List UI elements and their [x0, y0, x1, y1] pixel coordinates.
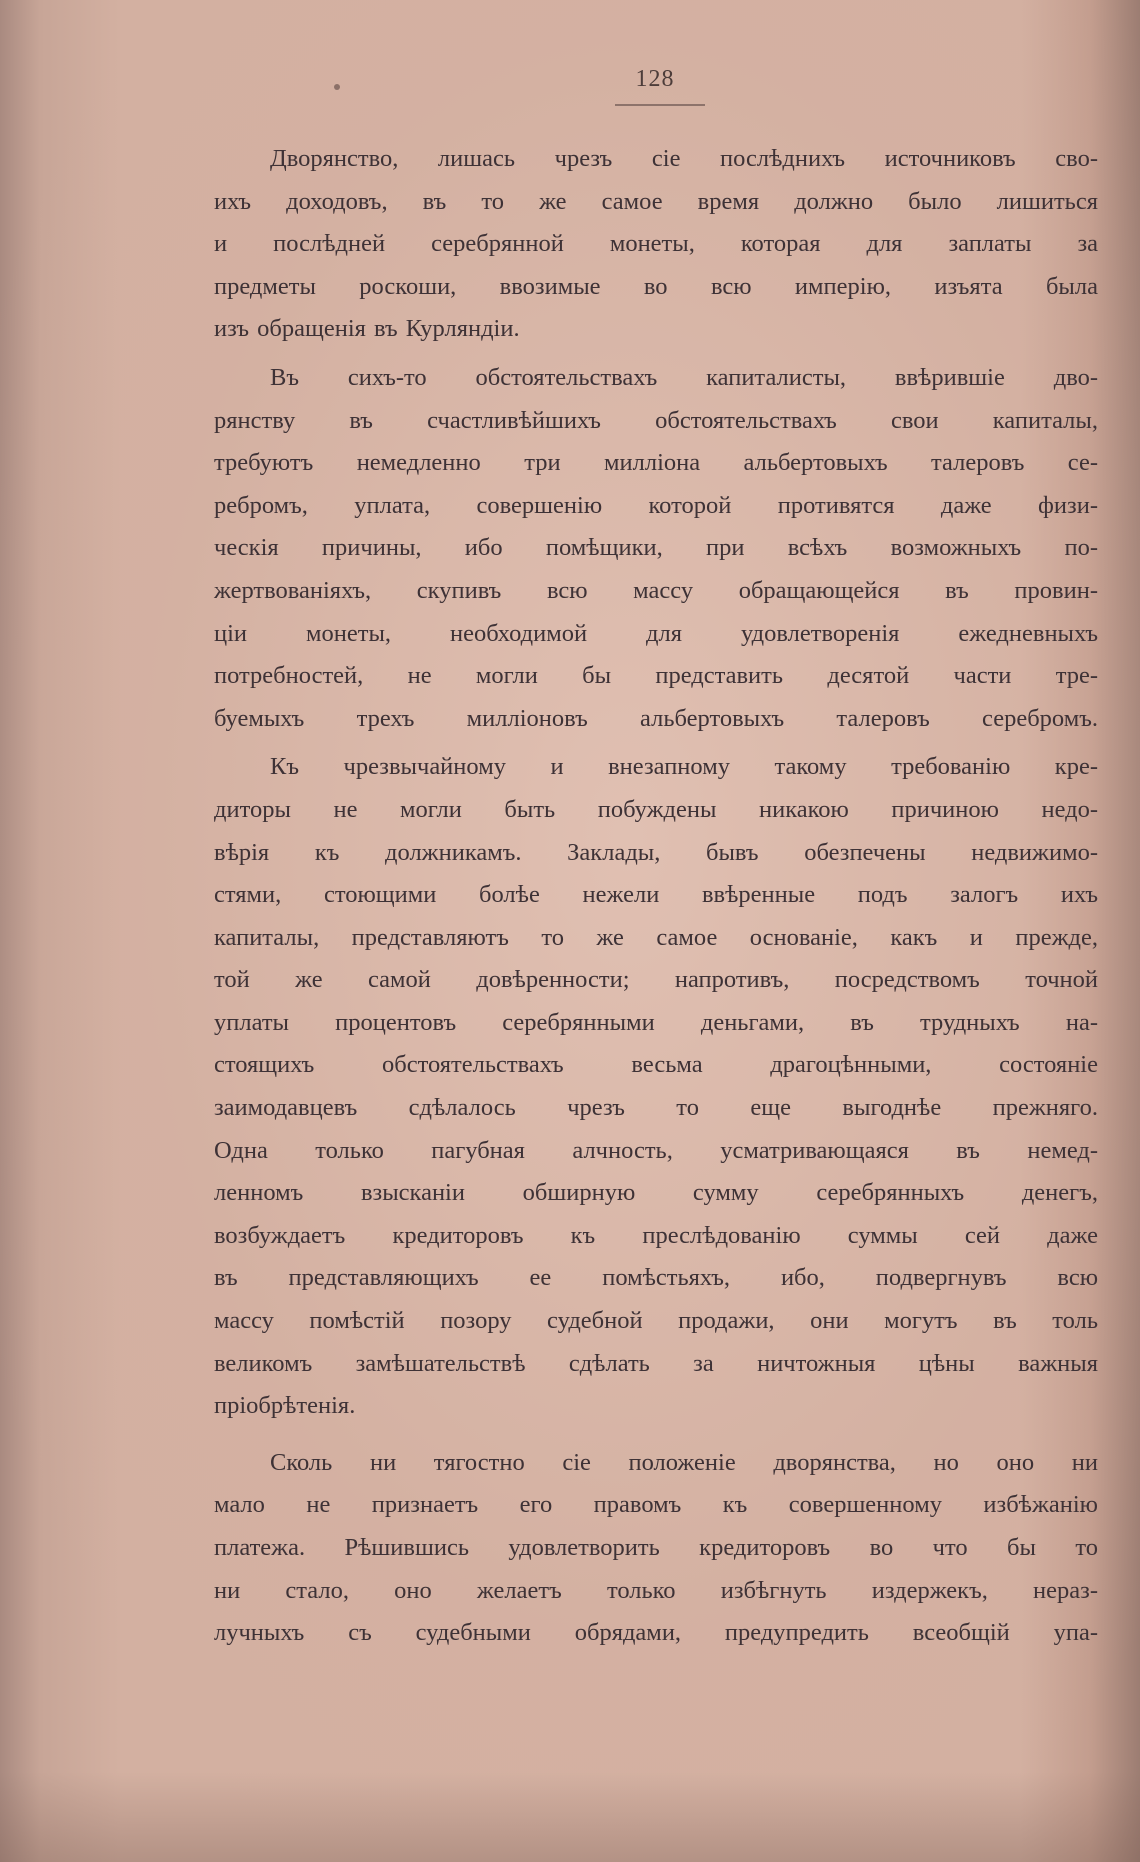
text-line: ціи монеты, необходимой для удовлетворенія ежедневныхъ	[214, 619, 1098, 647]
paragraph-1	[214, 138, 1098, 351]
text-line: Дворянство, лишась чрезъ сіе послѣднихъ источниковъ сво-	[270, 145, 1098, 172]
text-line: ческія причины, ибо помѣщики, при всѣхъ возможныхъ по-	[214, 534, 1098, 562]
text-line: капиталы, представляютъ то же самое основаніе, какъ и прежде,	[214, 923, 1098, 951]
body-text	[214, 138, 1098, 1655]
text-line: уплаты процентовъ серебрянными деньгами, въ трудныхъ на-	[214, 1008, 1098, 1036]
text-line: той же самой довѣренности; напротивъ, посредствомъ точной	[214, 966, 1098, 994]
text-line: предметы роскоши, ввозимые во всю имперію, изъята была	[214, 272, 1098, 300]
text-line: платежа. Рѣшившись удовлетворить кредиторовъ во что бы то	[214, 1534, 1098, 1561]
text-line: ни стало, оно желаетъ только избѣгнуть издержекъ, нераз-	[214, 1576, 1098, 1604]
paragraph-gap	[214, 1428, 1098, 1442]
text-line: Сколь ни тягостно сіе положеніе дворянства, но оно ни	[270, 1448, 1098, 1476]
text-line: ребромъ, уплата, совершенію которой противятся даже физи-	[214, 491, 1098, 519]
text-line: изъ обращенія въ Курляндіи.	[214, 315, 520, 343]
text-line: заимодавцевъ сдѣлалось чрезъ то еще выгоднѣе прежняго.	[214, 1094, 1098, 1122]
text-line: ленномъ взысканіи обширную сумму серебрянныхъ денегъ,	[214, 1179, 1098, 1207]
text-line: Одна только пагубная алчность, усматривающаяся въ немед-	[214, 1136, 1098, 1164]
page-number: 128	[635, 66, 675, 92]
text-line: стоящихъ обстоятельствахъ весьма драгоцѣнными, состояніе	[214, 1051, 1098, 1079]
paragraph-4	[214, 1442, 1098, 1655]
text-line: жертвованіяхъ, скупивъ всю массу обращающейся въ провин-	[214, 576, 1098, 604]
text-line: диторы не могли быть побуждены никакою причиною недо-	[214, 795, 1098, 823]
text-line: ихъ доходовъ, въ то же самое время должно было лишиться	[214, 187, 1098, 215]
text-line: рянству въ счастливѣйшихъ обстоятельствахъ свои капиталы,	[214, 406, 1098, 434]
text-line: буемыхъ трехъ милліоновъ альбертовыхъ талеровъ серебромъ.	[214, 704, 1098, 732]
text-line: Къ чрезвычайному и внезапному такому требованію кре-	[270, 753, 1098, 781]
text-line: Въ сихъ-то обстоятельствахъ капиталисты, ввѣрившіе дво-	[270, 363, 1098, 391]
paragraph-2	[214, 357, 1098, 740]
paragraph-3	[214, 746, 1098, 1428]
header-rule	[615, 104, 705, 106]
text-line: пріобрѣтенія.	[214, 1392, 356, 1420]
text-line: потребностей, не могли бы представить десятой части тре-	[214, 662, 1098, 690]
text-line: въ представляющихъ ее помѣстьяхъ, ибо, подвергнувъ всю	[214, 1264, 1098, 1292]
text-line: массу помѣстій позору судебной продажи, они могутъ въ толь	[214, 1307, 1098, 1335]
text-line: великомъ замѣшательствѣ сдѣлать за ничтожныя цѣны важныя	[214, 1349, 1098, 1377]
text-line: стями, стоющими болѣе нежели ввѣренные подъ залогъ ихъ	[214, 881, 1098, 909]
ink-speck	[334, 84, 340, 90]
text-line: и послѣдней серебрянной монеты, которая для заплаты за	[214, 230, 1098, 258]
text-line: требуютъ немедленно три милліона альбертовыхъ талеровъ се-	[214, 449, 1098, 477]
text-line: вѣрія къ должникамъ. Заклады, бывъ обезпечены недвижимо-	[214, 838, 1098, 866]
text-line: мало не признаетъ его правомъ къ совершенному избѣжанію	[214, 1491, 1098, 1519]
text-line: лучныхъ съ судебными обрядами, предупредить всеобщій упа-	[214, 1619, 1098, 1647]
text-line: возбуждаетъ кредиторовъ къ преслѣдованію суммы сей даже	[214, 1221, 1098, 1249]
